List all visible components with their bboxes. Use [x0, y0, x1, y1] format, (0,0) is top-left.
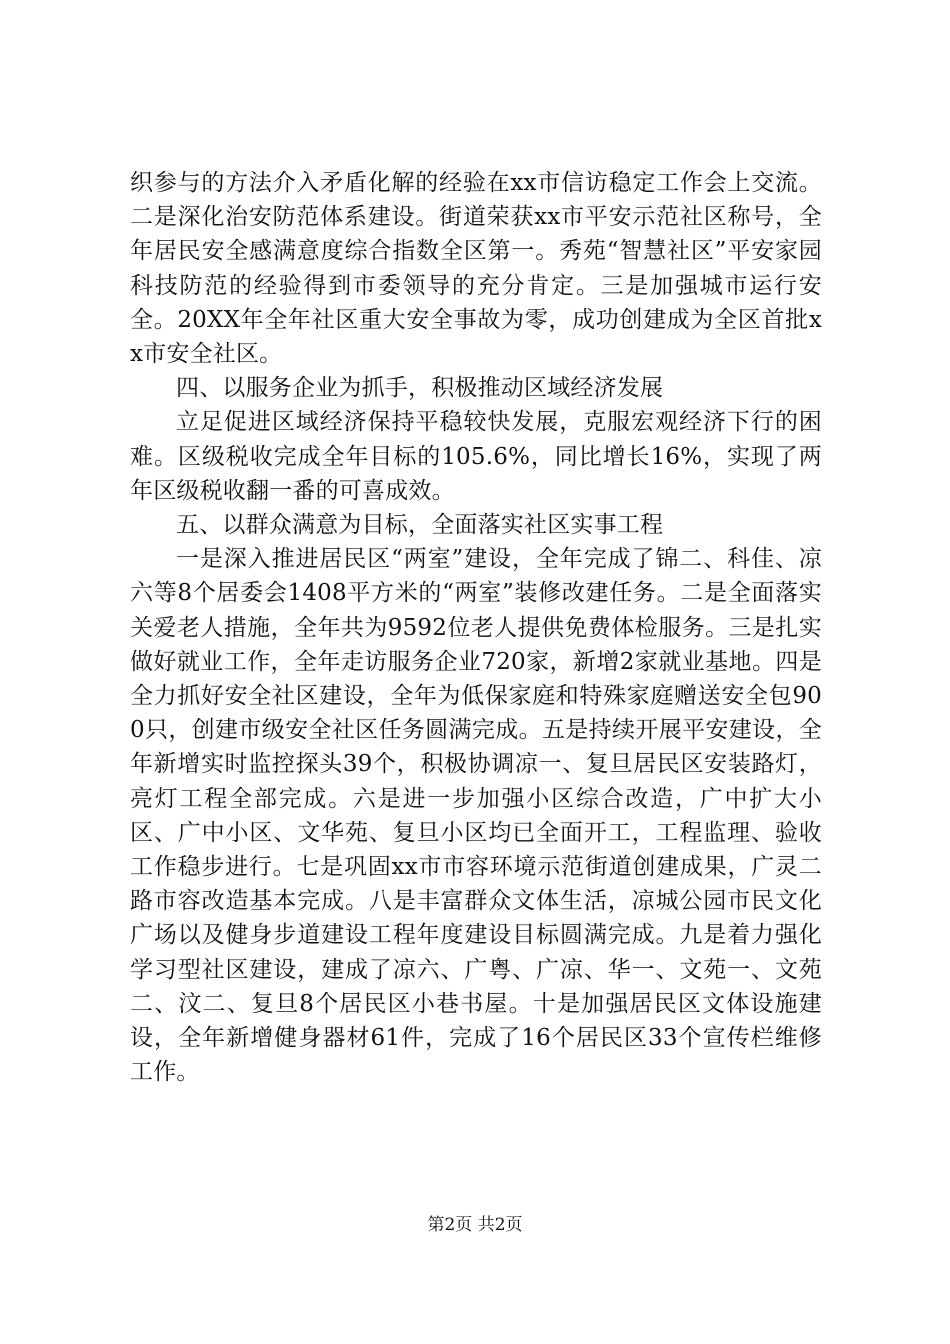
section-heading-four: 四、以服务企业为抓手，积极推动区域经济发展	[176, 375, 664, 402]
paragraph-community-projects: 一是深入推进居民区“两室”建设，全年完成了锦二、科佳、凉六等8个居委会1408平方米的“两室”装修改建任务。二是全面落实关爱老人措施，全年共为9592位老人提供免费体检服务。三是扎实做好就业工作，全年走访服务企业720家，新增2家就业基地。四是全力抓好安全社区建设，全年为低保家庭和特殊家庭赠送安全包900只，创建市级安全社区任务圆满完成。五是持续开展平安建设，全年新增实时监控探头39个，积极协调凉一、复旦居民区安装路灯，亮灯工程全部完成。六是进一步加强小区综合改造，广中扩大小区、广中小区、文华苑、复旦小区均已全面开工，工程监理、验收工作稳步进行。七是巩固xx市市容环境示范街道创建成果，广灵二路市容改造基本完成。八是丰富群众文体生活，凉城公园市民文化广场以及健身步道建设工程年度建设目标圆满完成。九是着力强化学习型社区建设，建成了凉六、广粤、广凉、华一、文苑一、文苑二、汶二、复旦8个居民区小巷书屋。十是加强居民区文体设施建设，全年新增健身器材61件，完成了16个居民区33个宣传栏维修工作。	[130, 546, 822, 1086]
section-heading-five: 五、以群众满意为目标，全面落实社区实事工程	[176, 512, 664, 539]
document-body	[130, 166, 822, 1089]
paragraph-continuation: 织参与的方法介入矛盾化解的经验在xx市信访稳定工作会上交流。二是深化治安防范体系建设。街道荣获xx市平安示范社区称号，全年居民安全感满意度综合指数全区第一。秀苑“智慧社区”平安家园科技防范的经验得到市委领导的充分肯定。三是加强城市运行安全。20XX年全年社区重大安全事故为零，成功创建成为全区首批xx市安全社区。	[130, 170, 822, 368]
paragraph-economy: 立足促进区域经济保持平稳较快发展，克服宏观经济下行的困难。区级税收完成全年目标的105.6%，同比增长16%，实现了两年区级税收翻一番的可喜成效。	[130, 409, 822, 504]
page-number-footer: 第2页 共2页	[427, 1215, 523, 1235]
